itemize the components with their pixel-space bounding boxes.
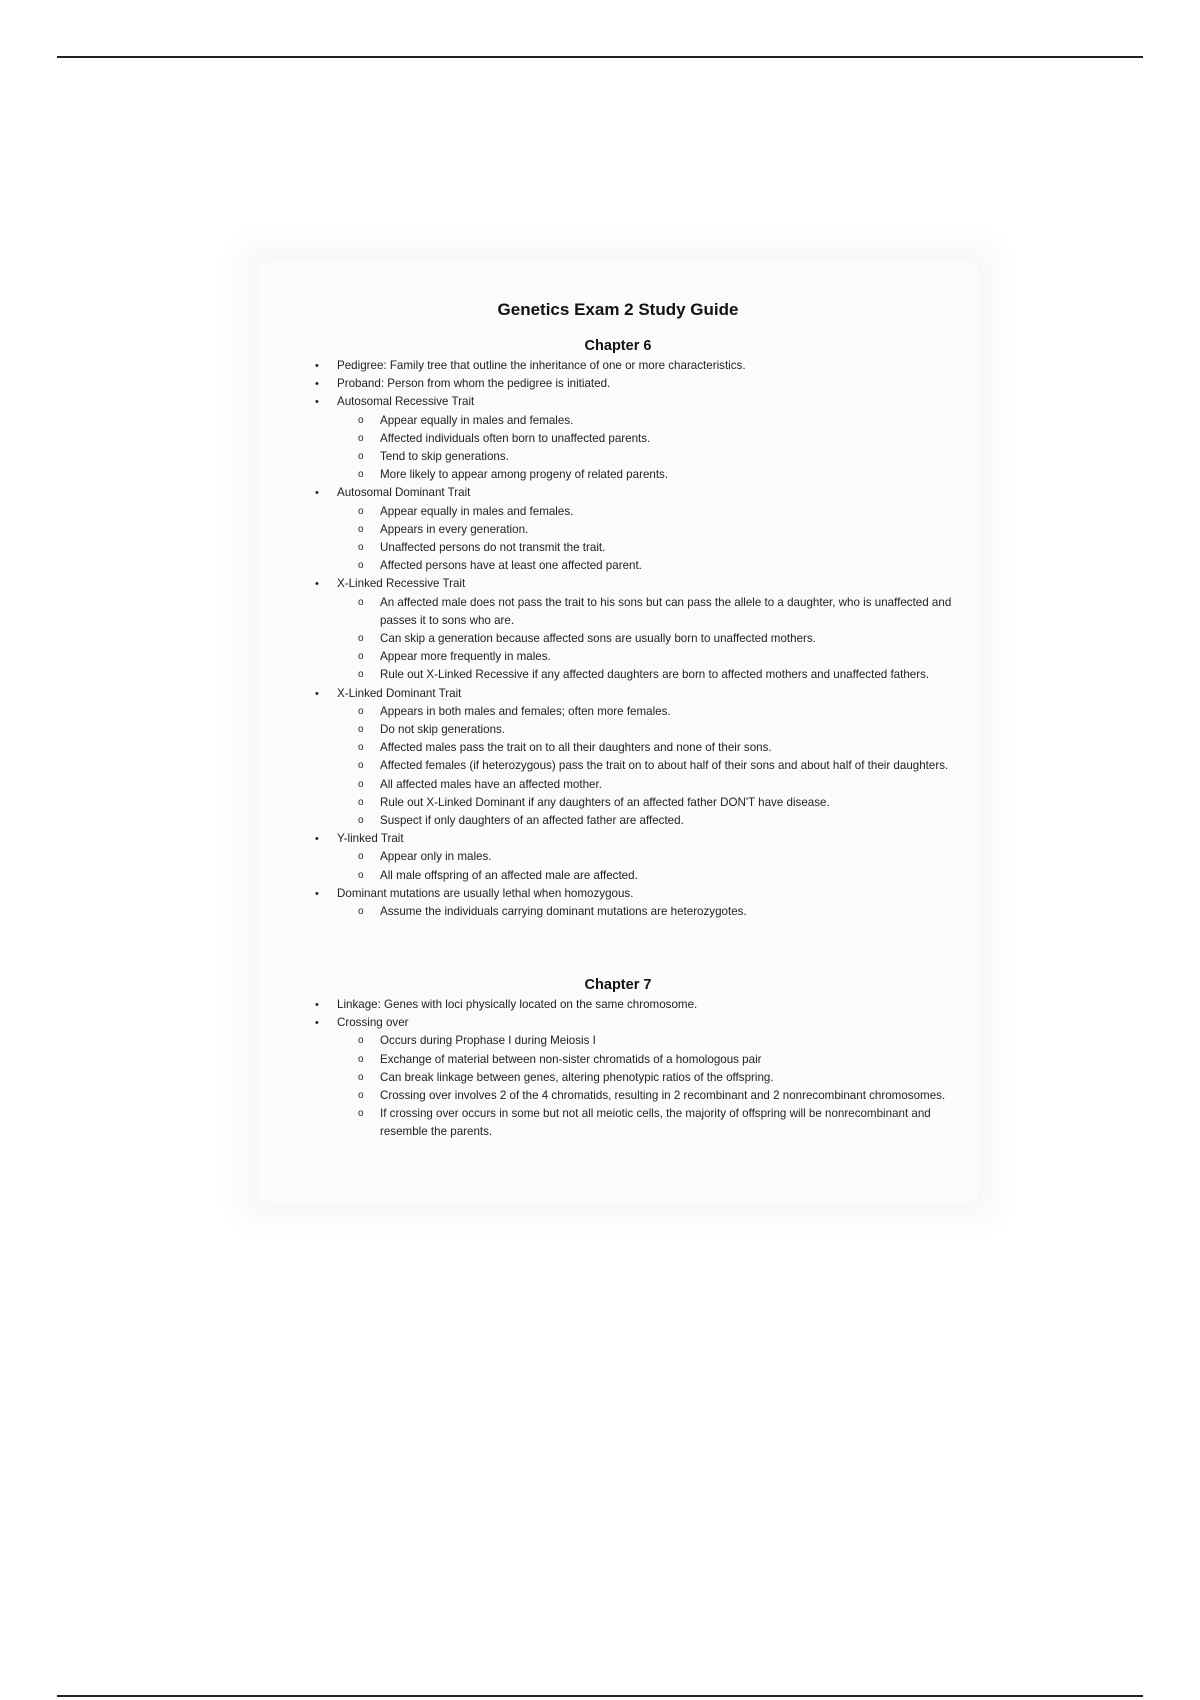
sub-bullet-icon: o [358, 469, 364, 481]
sub-list-item [337, 1069, 955, 1087]
sub-bullet-icon: o [358, 523, 364, 535]
sub-list-item [337, 1051, 955, 1069]
sub-list-item-text: Exchange of material between non-sister chromatids of a homologous pair [380, 1052, 762, 1066]
sub-bullet-icon: o [358, 651, 364, 663]
sub-bullet-icon: o [358, 432, 364, 444]
sub-list-item-text: Affected females (if heterozygous) pass the trait on to about half of their sons and about half of their daughters. [380, 759, 949, 773]
list-item-text: Pedigree: Family tree that outline the inheritance of one or more characteristics. [337, 359, 746, 372]
sub-bullet-icon: o [358, 796, 364, 808]
list-item-text: Autosomal Dominant Trait [337, 486, 471, 500]
sub-list [337, 503, 955, 576]
sub-list-item [337, 1105, 955, 1141]
sub-list-item [337, 776, 955, 794]
sub-list-item-text: Tend to skip generations. [380, 450, 509, 464]
sub-bullet-icon: o [358, 451, 364, 463]
sub-list-item-text: Appears in every generation. [380, 522, 529, 536]
sub-list-item [337, 739, 955, 757]
top-divider [57, 56, 1143, 58]
sub-bullet-icon: o [358, 705, 364, 717]
sub-bullet-icon: o [358, 869, 364, 881]
sub-bullet-icon: o [358, 760, 364, 772]
sub-list-item-text: Unaffected persons do not transmit the trait. [380, 541, 606, 555]
sub-list-item [337, 703, 955, 721]
sub-bullet-icon: o [358, 778, 364, 790]
sub-bullet-icon: o [358, 1053, 364, 1065]
sub-list-item-text: Occurs during Prophase I during Meiosis I [380, 1034, 596, 1048]
sub-list-item [337, 1032, 955, 1050]
sub-list-item-text: An affected male does not pass the trait to his sons but can pass the allele to a daughter, who is unaffected and passes it to sons who are. [380, 595, 952, 627]
sub-list-item [337, 448, 955, 466]
bullet-icon: • [315, 833, 319, 846]
sub-list-item [337, 594, 955, 630]
sub-bullet-icon: o [358, 633, 364, 645]
sub-list-item-text: Rule out X-Linked Recessive if any affected daughters are born to affected mothers and unaffected fathers. [380, 668, 930, 682]
sub-list-item [337, 867, 955, 885]
list-item [315, 996, 955, 1014]
list-item-text: X-Linked Dominant Trait [337, 686, 462, 700]
sub-list-item-text: Rule out X-Linked Dominant if any daughters of an affected father DON'T have disease. [380, 795, 830, 809]
sub-list-item [337, 1087, 955, 1105]
sub-list-item [337, 794, 955, 812]
sub-list-item [337, 430, 955, 448]
sub-bullet-icon: o [358, 414, 364, 426]
sub-list-item-text: All affected males have an affected mother. [380, 777, 602, 791]
list-item-text: Linkage: Genes with loci physically located on the same chromosome. [337, 998, 698, 1011]
sub-list-item-text: Appear only in males. [380, 850, 492, 864]
bullet-icon: • [315, 396, 319, 409]
bullet-icon: • [315, 1017, 319, 1030]
sub-bullet-icon: o [358, 1071, 364, 1083]
sub-bullet-icon: o [358, 596, 364, 608]
list-item [315, 357, 955, 375]
sub-list-item [337, 666, 955, 684]
list-item [315, 393, 955, 484]
sub-list-item [337, 557, 955, 575]
bullet-icon: • [315, 378, 319, 391]
sub-list-item-text: Affected persons have at least one affected parent. [380, 559, 642, 573]
bullet-icon: • [315, 578, 319, 591]
sub-list-item [337, 757, 955, 775]
sub-list-item [337, 648, 955, 666]
sub-list-item-text: More likely to appear among progeny of related parents. [380, 468, 669, 482]
sub-bullet-icon: o [358, 669, 364, 681]
sub-bullet-icon: o [358, 505, 364, 517]
sub-list-item-text: Crossing over involves 2 of the 4 chromatids, resulting in 2 recombinant and 2 nonrecombinant chromosomes. [380, 1089, 946, 1103]
list-item [315, 885, 955, 921]
document-page-image [258, 262, 978, 1202]
list-item [315, 1014, 955, 1141]
sub-list-item-text: Appear equally in males and females. [380, 504, 574, 518]
sub-list [337, 1032, 955, 1141]
list-item-text: Proband: Person from whom the pedigree is initiated. [337, 377, 611, 391]
sub-list-item [337, 466, 955, 484]
list-item [315, 575, 955, 684]
sub-list-item-text: If crossing over occurs in some but not all meiotic cells, the majority of offspring will be nonrecombinant and resemble the parents. [380, 1107, 931, 1139]
sub-list-item-text: Affected individuals often born to unaffected parents. [380, 431, 651, 445]
sub-bullet-icon: o [358, 1035, 364, 1047]
bullet-icon: • [315, 487, 319, 500]
sub-list-item-text: Can break linkage between genes, altering phenotypic ratios of the offspring. [380, 1070, 774, 1084]
sub-list-item [337, 539, 955, 557]
sub-list-item [337, 630, 955, 648]
list-item [315, 484, 955, 575]
chapter-6-heading: Chapter 6 [584, 338, 652, 354]
list-item-text: Autosomal Recessive Trait [337, 395, 475, 409]
sub-list [337, 594, 955, 685]
sub-list-item-text: Affected males pass the trait on to all their daughters and none of their sons. [380, 741, 772, 755]
sub-list-item [337, 721, 955, 739]
sub-list-item-text: Assume the individuals carrying dominant mutations are heterozygotes. [380, 905, 747, 919]
sub-list-item [337, 503, 955, 521]
sub-list-item [337, 521, 955, 539]
sub-list-item-text: Appear more frequently in males. [380, 650, 551, 664]
chapter-6-list [315, 357, 955, 921]
list-item [315, 685, 955, 831]
bullet-icon: • [315, 360, 319, 372]
sub-bullet-icon: o [358, 742, 364, 754]
sub-list [337, 412, 955, 485]
sub-list-item-text: Can skip a generation because affected sons are usually born to unaffected mothers. [380, 632, 816, 646]
sub-list-item-text: Suspect if only daughters of an affected father are affected. [380, 814, 684, 828]
list-item [315, 375, 955, 393]
sub-list [337, 703, 955, 830]
bullet-icon: • [315, 887, 319, 900]
chapter-7-heading: Chapter 7 [584, 977, 652, 993]
sub-list-item-text: All male offspring of an affected male are affected. [380, 868, 638, 882]
bottom-divider [57, 1695, 1143, 1697]
sub-bullet-icon: o [358, 851, 364, 863]
sub-bullet-icon: o [358, 1090, 364, 1102]
sub-bullet-icon: o [358, 906, 364, 918]
bullet-icon: • [315, 687, 319, 700]
sub-list-item [337, 903, 955, 921]
sub-list [337, 903, 955, 921]
sub-bullet-icon: o [358, 542, 364, 554]
list-item [315, 830, 955, 885]
sub-list-item [337, 848, 955, 866]
chapter-7-list [315, 996, 955, 1142]
sub-bullet-icon: o [358, 560, 364, 572]
sub-list-item-text: Do not skip generations. [380, 723, 506, 737]
sub-bullet-icon: o [358, 724, 364, 736]
list-item-text: Dominant mutations are usually lethal when homozygous. [337, 886, 634, 900]
list-item-text: Crossing over [337, 1016, 409, 1030]
sub-list-item-text: Appears in both males and females; often more females. [380, 704, 671, 718]
sub-list-item-text: Appear equally in males and females. [380, 413, 574, 427]
list-item-text: X-Linked Recessive Trait [337, 577, 466, 591]
sub-list [337, 848, 955, 884]
sub-bullet-icon: o [358, 815, 364, 827]
sub-bullet-icon: o [358, 1108, 364, 1120]
list-item-text: Y-linked Trait [337, 832, 404, 846]
bullet-icon: • [315, 999, 319, 1011]
document-title: Genetics Exam 2 Study Guide [497, 300, 739, 319]
sub-list-item [337, 412, 955, 430]
sub-list-item [337, 812, 955, 830]
